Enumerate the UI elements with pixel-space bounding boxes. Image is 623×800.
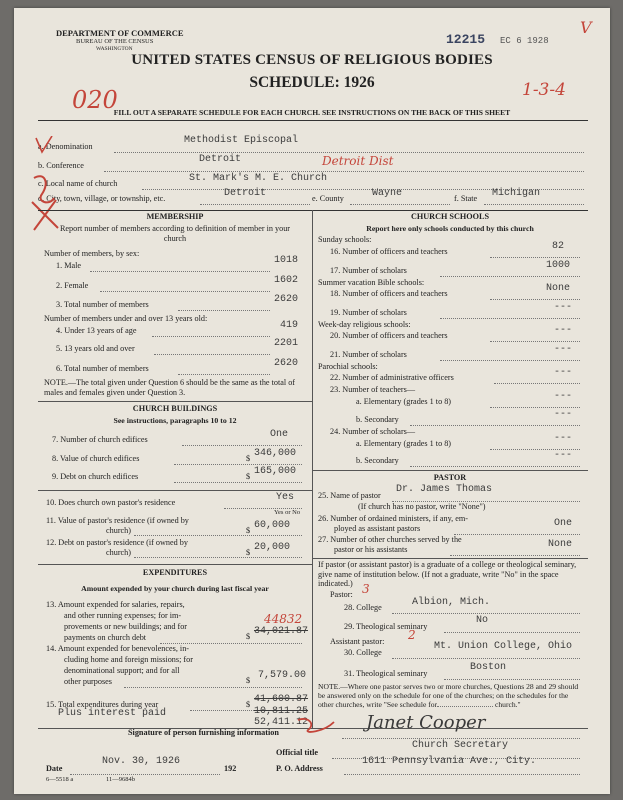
q30-label: 30. College <box>344 648 382 657</box>
pastor-note-end: church." <box>494 700 521 710</box>
q12-label-line1: 12. Debt on pastor's residence (if owned by <box>46 538 188 547</box>
q11-label-line1: 11. Value of pastor's residence (if owned by <box>46 516 189 525</box>
q15-label: 15. Total expenditures during year <box>46 700 159 709</box>
membership-heading: MEMBERSHIP <box>146 212 204 221</box>
conference-value: Detroit <box>199 154 242 165</box>
q17-value: 1000 <box>546 260 571 271</box>
q30-value: Mt. Union College, Ohio <box>434 641 573 652</box>
q19-label: 19. Number of scholars <box>330 308 407 317</box>
q24-label: 24. Number of scholars— <box>330 427 416 436</box>
form-title: UNITED STATES CENSUS OF RELIGIOUS BODIES <box>131 52 493 68</box>
q13-line3: provements or new buildings; and for <box>64 622 188 631</box>
q1-male-value: 1018 <box>274 255 299 266</box>
q26-line2: ployed as assistant pastors <box>334 524 421 533</box>
q14-line3: denominational support; and for all <box>64 666 180 675</box>
yes-or-no-hint: Yes or No <box>274 509 301 516</box>
schools-heading: CHURCH SCHOOLS <box>410 212 490 221</box>
q21-value: --- <box>554 344 573 355</box>
q8-dollar: $ <box>246 454 251 463</box>
q13-dollar: $ <box>246 632 251 641</box>
q14-value: 7,579.00 <box>258 670 307 681</box>
q5-over13-value: 2201 <box>274 338 299 349</box>
q13-hand-value: 44832 <box>264 612 303 626</box>
official-title-value: Church Secretary <box>412 740 509 751</box>
hand-code-right: 1-3-4 <box>522 80 566 100</box>
q28-label: 28. College <box>344 603 382 612</box>
q3-total-value: 2620 <box>274 294 299 305</box>
schools-subheading: Report here only schools conducted by this church <box>366 224 534 233</box>
q13-line1: 13. Amount expended for salaries, repairs, <box>46 600 185 609</box>
q23b-label: b. Secondary <box>356 415 399 424</box>
q9-value: 165,000 <box>254 466 297 477</box>
church-name-value: St. Mark's M. E. Church <box>189 173 328 184</box>
state-value: Michigan <box>492 188 541 199</box>
q2-female-value: 1602 <box>274 275 299 286</box>
expenditures-heading: EXPENDITURES <box>142 568 208 577</box>
q11-value: 60,000 <box>254 520 291 531</box>
pastor-subheading: Pastor: <box>330 590 353 599</box>
q6-total-label: 6. Total number of members <box>56 364 149 373</box>
hand-code-left: 020 <box>72 86 118 114</box>
q25-note: (If church has no pastor, write "None") <box>358 502 486 511</box>
q18-label: 18. Number of officers and teachers <box>330 289 448 298</box>
instruction-line: FILL OUT A SEPARATE SCHEDULE FOR EACH CHURCH. SEE INSTRUCTIONS ON THE BACK OF THIS SHEET <box>113 108 511 117</box>
q14-line1: 14. Amount expended for benevolences, in- <box>46 644 190 653</box>
q24a-label: a. Elementary (grades 1 to 8) <box>356 439 452 448</box>
q23a-value: --- <box>554 391 573 402</box>
q22-value: --- <box>554 367 573 378</box>
plus-interest-label: Plus interest paid <box>58 708 167 719</box>
q23a-label: a. Elementary (grades 1 to 8) <box>356 397 452 406</box>
q10-label: 10. Does church own pastor's residence <box>46 498 176 507</box>
signature-value: Janet Cooper <box>366 712 486 733</box>
pastor-note <box>318 682 584 710</box>
q13-line4: payments on church debt <box>64 633 147 642</box>
q18-value: None <box>546 283 571 294</box>
state-label: f. State <box>454 194 478 203</box>
assistant-hand-mark: 2 <box>408 628 416 642</box>
q4-under13-value: 419 <box>280 320 299 331</box>
q6-total-value: 2620 <box>274 358 299 369</box>
q26-line1: 26. Number of ordained ministers, if any, em- <box>318 514 468 523</box>
buildings-subheading: See instructions, paragraphs 10 to 12 <box>113 416 237 425</box>
po-address-value: 1611 Pennsylvania Ave., City. <box>362 756 537 767</box>
q31-label: 31. Theological seminary <box>344 669 428 678</box>
q9-label: 9. Debt on church edifices <box>52 472 139 481</box>
received-stamp-date: EC 6 1928 <box>500 36 549 46</box>
q8-value: 346,000 <box>254 448 297 459</box>
q20-value: --- <box>554 325 573 336</box>
q31-value: Boston <box>470 662 507 673</box>
city-label: WASHINGTON <box>96 46 133 52</box>
date-value: Nov. 30, 1926 <box>102 756 181 767</box>
q3-total-label: 3. Total number of members <box>56 300 149 309</box>
census-schedule-page <box>14 8 610 794</box>
pastor-heading: PASTOR <box>433 473 467 482</box>
signature-label: Signature of person furnishing information <box>128 728 279 737</box>
q12-label-line2: church) <box>106 548 132 557</box>
q7-label: 7. Number of church edifices <box>52 435 148 444</box>
q26-value: One <box>554 518 573 529</box>
city-field-value: Detroit <box>224 188 267 199</box>
official-title-label: Official title <box>276 748 319 757</box>
q2-female-label: 2. Female <box>56 281 89 290</box>
form-number-2: 11—9684b <box>106 776 136 783</box>
bureau-label: BUREAU OF THE CENSUS <box>76 38 154 45</box>
q9-dollar: $ <box>246 472 251 481</box>
city-field-label: d. City, town, village, or township, etc. <box>38 194 166 203</box>
q8-label: 8. Value of church edifices <box>52 454 140 463</box>
q22-label: 22. Number of administrative officers <box>330 373 454 382</box>
county-label: e. County <box>312 194 344 203</box>
members-by-sex-label: Number of members, by sex: <box>44 249 140 258</box>
graduate-note: If pastor (or assistant pastor) is a graduate of a college or theological seminary, give name of institution below. (If not a graduate, write "No" in the space indicated.) <box>318 560 577 589</box>
membership-intro: Report number of members according to definition of member in your church <box>59 224 291 243</box>
q13-line2: and other running expenses; for im- <box>64 611 182 620</box>
q13-value: 34,021.87 <box>254 626 309 637</box>
q7-value: One <box>270 429 289 440</box>
q23b-value: --- <box>554 409 573 420</box>
parochial-schools-label: Parochial schools: <box>318 362 378 371</box>
q27-line1: 27. Number of other churches served by the <box>318 535 462 544</box>
q10-value: Yes <box>276 492 295 503</box>
q28-value: Albion, Mich. <box>412 597 491 608</box>
pastor-note-text: NOTE.—Where one pastor serves two or more churches, Questions 28 and 29 should be answered only on the schedule for one of the churches; on the schedules for the other churches, write "See schedule for <box>318 682 579 710</box>
conference-hand-note: Detroit Dist <box>322 154 394 168</box>
q23-label: 23. Number of teachers— <box>330 385 416 394</box>
denomination-value: Methodist Episcopal <box>184 135 299 146</box>
q19-value: --- <box>554 302 573 313</box>
conference-label: b. Conference <box>38 161 84 170</box>
q12-value: 20,000 <box>254 542 291 553</box>
q24b-value: --- <box>554 450 573 461</box>
q24a-value: --- <box>554 433 573 444</box>
q21-label: 21. Number of scholars <box>330 350 407 359</box>
department-label: DEPARTMENT OF COMMERCE <box>56 28 184 38</box>
sunday-schools-label: Sunday schools: <box>318 235 372 244</box>
q14-line4: other purposes <box>64 677 112 686</box>
summer-schools-label: Summer vacation Bible schools: <box>318 278 425 287</box>
q29-label: 29. Theological seminary <box>344 622 428 631</box>
date-label: Date <box>46 764 63 773</box>
q29-value: No <box>476 615 489 626</box>
q5-over13-label: 5. 13 years old and over <box>56 344 135 353</box>
q1-male-label: 1. Male <box>56 261 82 270</box>
q4-under13-label: 4. Under 13 years of age <box>56 326 137 335</box>
q16-label: 16. Number of officers and teachers <box>330 247 448 256</box>
footer-hand-scribble <box>294 714 338 738</box>
membership-note: NOTE.—The total given under Question 6 should be the same as the total of males and females given under Question 3. <box>44 378 296 397</box>
buildings-heading: CHURCH BUILDINGS <box>132 404 218 413</box>
expenditures-subheading: Amount expended by your church during last fiscal year <box>81 584 269 593</box>
q25-label: 25. Name of pastor <box>318 491 381 500</box>
plus-interest-value: 10,811.25 <box>254 706 309 717</box>
q16-value: 82 <box>552 241 565 252</box>
q14-line2: cluding home and foreign missions; for <box>64 655 193 664</box>
q27-line2: pastor or his assistants <box>334 545 408 554</box>
q15-dollar: $ <box>246 700 251 709</box>
schedule-title: SCHEDULE: 1926 <box>249 74 375 91</box>
form-number-1: 6—5518 a <box>46 776 74 783</box>
q11-dollar: $ <box>246 526 251 535</box>
hand-check-mark: V <box>580 18 592 37</box>
church-name-label: c. Local name of church <box>38 179 118 188</box>
county-value: Wayne <box>372 188 403 199</box>
assistant-subheading: Assistant pastor: <box>330 637 385 646</box>
q17-label: 17. Number of scholars <box>330 266 407 275</box>
age-group-label: Number of members under and over 13 years old: <box>44 314 208 323</box>
margin-hand-marks <box>28 136 68 236</box>
received-stamp-number: 12215 <box>446 32 486 47</box>
plus-total-value: 52,411.12 <box>254 717 309 728</box>
denomination-label: a. Denomination <box>38 142 93 151</box>
date-year-suffix: 192 <box>224 764 237 773</box>
q14-dollar: $ <box>246 676 251 685</box>
weekday-schools-label: Week-day religious schools: <box>318 320 411 329</box>
q27-value: None <box>548 539 573 550</box>
q15-value: 41,600.87 <box>254 694 309 705</box>
q24b-label: b. Secondary <box>356 456 399 465</box>
q25-value: Dr. James Thomas <box>396 484 493 495</box>
q12-dollar: $ <box>246 548 251 557</box>
q11-label-line2: church) <box>106 526 132 535</box>
q20-label: 20. Number of officers and teachers <box>330 331 448 340</box>
pastor-hand-mark: 3 <box>362 582 370 596</box>
po-address-label: P. O. Address <box>276 764 323 773</box>
